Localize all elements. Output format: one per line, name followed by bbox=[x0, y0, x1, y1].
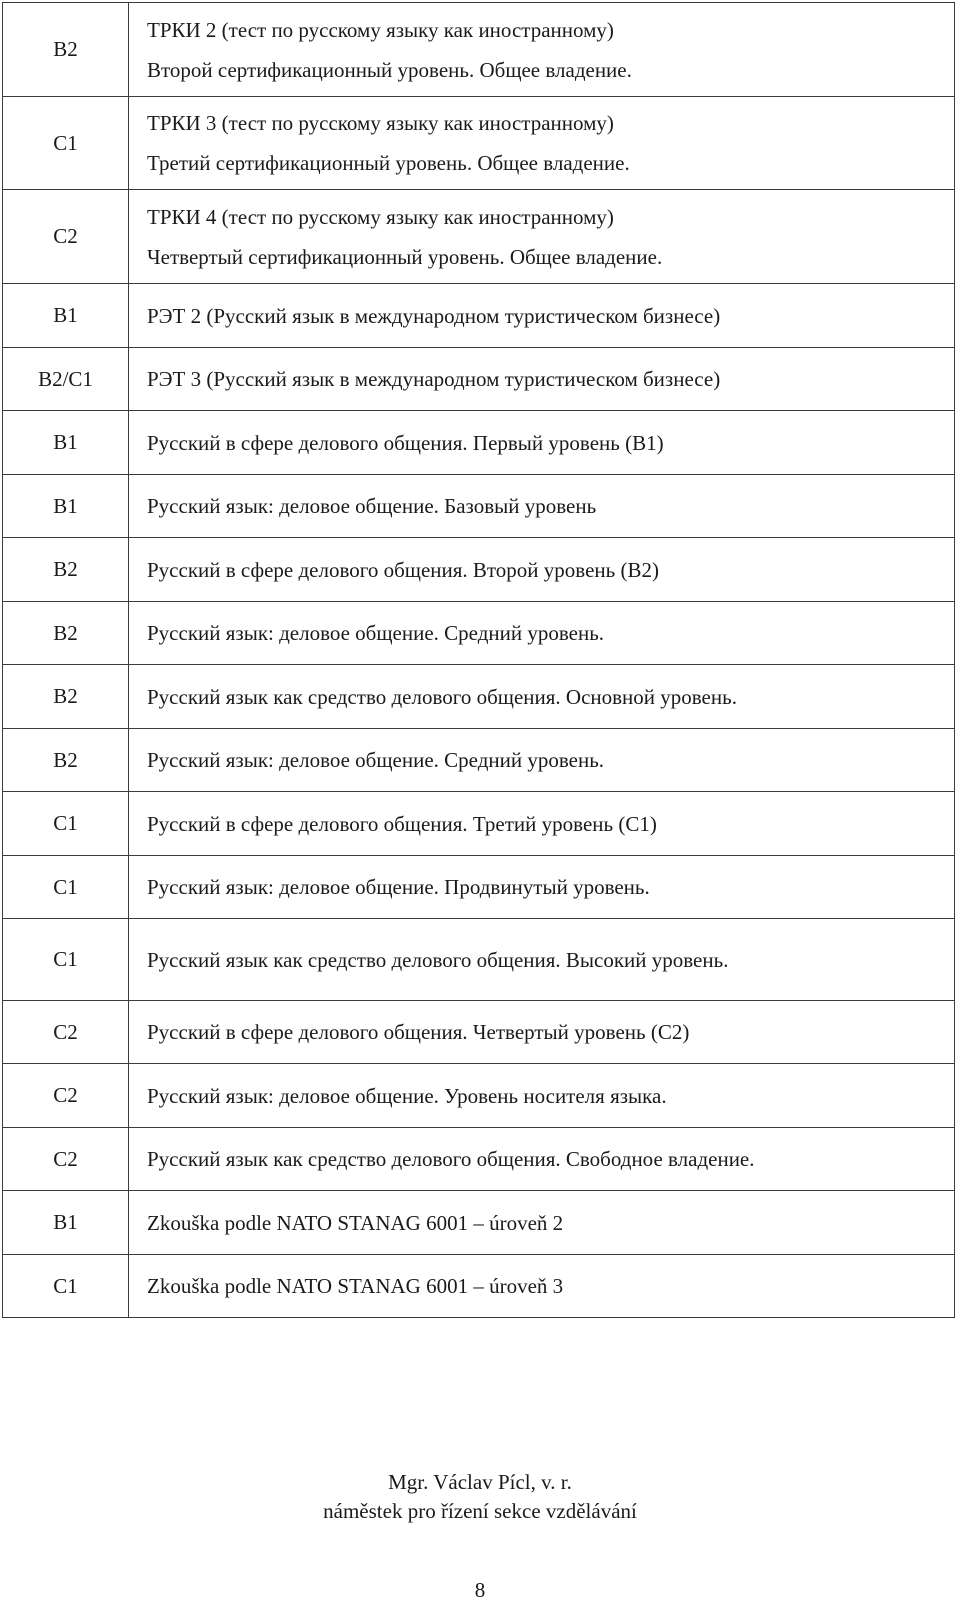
level-cell: B2 bbox=[3, 3, 129, 97]
table-row bbox=[3, 411, 955, 475]
level-cell: C2 bbox=[3, 190, 129, 284]
table-row bbox=[3, 729, 955, 792]
certification-levels-table bbox=[2, 2, 955, 1318]
description-cell bbox=[129, 1255, 955, 1318]
description-line: Русский в сфере делового общения. Первый уровень (B1) bbox=[147, 430, 664, 455]
level-cell: C1 bbox=[3, 1255, 129, 1318]
description-line: Русский в сфере делового общения. Третий уровень (C1) bbox=[147, 811, 657, 836]
level-cell: B2 bbox=[3, 665, 129, 729]
description-cell bbox=[129, 1001, 955, 1064]
level-cell: B2/C1 bbox=[3, 348, 129, 411]
page-number: 8 bbox=[474, 1578, 486, 1602]
description-line: Русский язык: деловое общение. Средний уровень. bbox=[147, 621, 605, 645]
description-cell bbox=[129, 1128, 955, 1191]
description-cell bbox=[129, 729, 955, 792]
level-cell: B2 bbox=[3, 538, 129, 602]
description-line: Третий сертификационный уровень. Общее владение. bbox=[147, 151, 630, 175]
level-cell: C1 bbox=[3, 856, 129, 919]
level-cell: B1 bbox=[3, 475, 129, 538]
level-cell: C1 bbox=[3, 919, 129, 1001]
description-line: РЭТ 2 (Русский язык в международном туристическом бизнесе) bbox=[147, 303, 721, 328]
level-cell: C2 bbox=[3, 1128, 129, 1191]
description-cell bbox=[129, 475, 955, 538]
description-line: Русский язык: деловое общение. Продвинутый уровень. bbox=[147, 875, 650, 899]
level-cell: B1 bbox=[3, 411, 129, 475]
description-line: Русский в сфере делового общения. Четвертый уровень (C2) bbox=[147, 1020, 690, 1044]
description-cell bbox=[129, 190, 955, 284]
description-line: ТРКИ 3 (тест по русскому языку как иностранному) bbox=[147, 111, 614, 135]
table-row bbox=[3, 792, 955, 856]
level-cell: C1 bbox=[3, 792, 129, 856]
level-cell: B1 bbox=[3, 284, 129, 348]
table-row bbox=[3, 1128, 955, 1191]
description-cell bbox=[129, 97, 955, 190]
table-row bbox=[3, 475, 955, 538]
table-row bbox=[3, 1064, 955, 1128]
description-cell bbox=[129, 665, 955, 729]
signatory-name: Mgr. Václav Pícl, v. r. bbox=[388, 1470, 572, 1494]
table-row bbox=[3, 919, 955, 1001]
description-cell bbox=[129, 1064, 955, 1128]
table-row bbox=[3, 856, 955, 919]
table-body bbox=[3, 3, 955, 1318]
signatory-title: náměstek pro řízení sekce vzdělávání bbox=[323, 1499, 637, 1523]
description-cell bbox=[129, 3, 955, 97]
table-row bbox=[3, 1255, 955, 1318]
table-row bbox=[3, 665, 955, 729]
table-row bbox=[3, 602, 955, 665]
table-row bbox=[3, 3, 955, 97]
description-cell bbox=[129, 856, 955, 919]
level-cell: B1 bbox=[3, 1191, 129, 1255]
description-line: Русский в сфере делового общения. Второй уровень (B2) bbox=[147, 557, 659, 582]
description-cell bbox=[129, 538, 955, 602]
description-line: ТРКИ 4 (тест по русскому языку как иностранному) bbox=[147, 204, 614, 229]
description-line: Русский язык как средство делового общения. Основной уровень. bbox=[147, 684, 737, 709]
level-cell: B2 bbox=[3, 729, 129, 792]
table-row bbox=[3, 538, 955, 602]
description-line: Русский язык: деловое общение. Уровень носителя языка. bbox=[147, 1083, 667, 1108]
table-row bbox=[3, 97, 955, 190]
description-cell bbox=[129, 602, 955, 665]
description-line: Второй сертификационный уровень. Общее владение. bbox=[147, 57, 632, 82]
table-row bbox=[3, 190, 955, 284]
signature-block bbox=[0, 1468, 960, 1526]
description-line: Русский язык: деловое общение. Базовый уровень bbox=[147, 494, 597, 518]
description-cell bbox=[129, 411, 955, 475]
level-cell: C1 bbox=[3, 97, 129, 190]
description-line: Русский язык: деловое общение. Средний уровень. bbox=[147, 748, 605, 772]
description-cell bbox=[129, 919, 955, 1001]
description-cell bbox=[129, 792, 955, 856]
description-cell bbox=[129, 284, 955, 348]
description-cell bbox=[129, 348, 955, 411]
table-row bbox=[3, 348, 955, 411]
description-line: Русский язык как средство делового общения. Свободное владение. bbox=[147, 1147, 755, 1171]
description-line: Четвертый сертификационный уровень. Общее владение. bbox=[147, 244, 663, 269]
level-cell: C2 bbox=[3, 1064, 129, 1128]
description-cell bbox=[129, 1191, 955, 1255]
description-line: Zkouška podle NATO STANAG 6001 – úroveň 2 bbox=[147, 1210, 564, 1235]
table-row bbox=[3, 284, 955, 348]
description-line: Zkouška podle NATO STANAG 6001 – úroveň 3 bbox=[147, 1274, 564, 1298]
description-line: Русский язык как средство делового общения. Высокий уровень. bbox=[147, 947, 729, 972]
table-row bbox=[3, 1191, 955, 1255]
level-cell: C2 bbox=[3, 1001, 129, 1064]
description-line: ТРКИ 2 (тест по русскому языку как иностранному) bbox=[147, 17, 614, 42]
level-cell: B2 bbox=[3, 602, 129, 665]
description-line: РЭТ 3 (Русский язык в международном туристическом бизнесе) bbox=[147, 367, 721, 391]
table-row bbox=[3, 1001, 955, 1064]
